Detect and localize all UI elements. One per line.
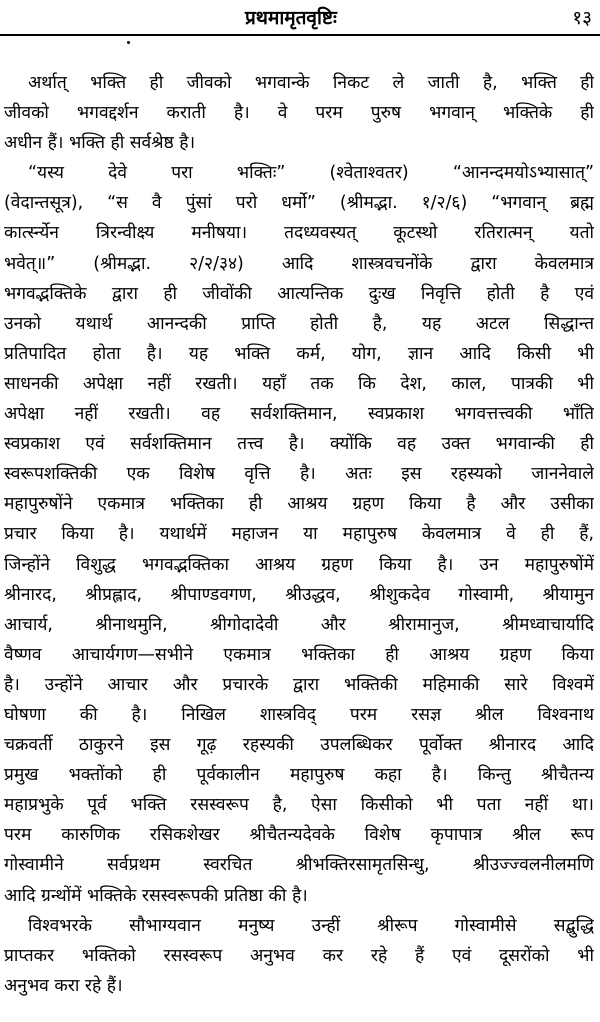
paragraph-line: जिन्होंने विशुद्ध भगवद्भक्तिका आश्रय ग्रहण किया है। उन महापुरुषोंमें (4, 554, 594, 575)
running-title: प्रथमामृतवृष्टिः (245, 7, 337, 29)
page-number: १३ (572, 7, 592, 29)
paragraph-line: आचार्य, श्रीनाथमुनि, श्रीगोदादेवी और श्रीरामानुज, श्रीमध्वाचार्यादि (4, 614, 594, 635)
paragraph-line: चक्रवर्ती ठाकुरने इस गूढ़ रहस्यकी उपलब्धिकर पूर्वोक्त श्रीनारद आदि (4, 735, 594, 756)
paragraph-line: भगवद्भक्तिके द्वारा ही जीवोंकी आत्यन्तिक दुःख निवृत्ति होती है एवं (4, 283, 594, 304)
paragraph-line: साधनकी अपेक्षा नहीं रखती। यहाँ तक कि देश, काल, पात्रकी भी (4, 373, 594, 394)
paragraph-line: परम कारुणिक रसिकशेखर श्रीचैतन्यदेवके विशेष कृपापात्र श्रील रूप (4, 825, 594, 846)
paragraph-line: प्राप्तकर भक्तिको रसस्वरूप अनुभव कर रहे हैं एवं दूसरोंको भी (4, 945, 594, 966)
paragraph-line: आदि ग्रन्थोंमें भक्तिके रसस्वरूपकी प्रतिष्ठा की है। (4, 885, 308, 906)
paragraph-line: प्रचार किया है। यथार्थमें महाजन या महापुरुष केवलमात्र वे ही हैं, (4, 524, 594, 545)
paragraph-line: “यस्य देवे परा भक्तिः” (श्वेताश्वतर) “आनन्दमयोऽभ्यासात्” (28, 163, 594, 184)
paragraph-line: अनुभव करा रहे हैं। (4, 975, 123, 996)
paragraph-line: उनको यथार्थ आनन्दकी प्राप्ति होती है, यह अटल सिद्धान्त (4, 313, 594, 334)
paragraph-line: विश्वभरके सौभाग्यवान मनुष्य उन्हीं श्रीरूप गोस्वामीसे सद्बुद्धि (28, 915, 594, 936)
paragraph-line: महापुरुषोंने एकमात्र भक्तिका ही आश्रय ग्रहण किया है और उसीका (4, 494, 594, 515)
paragraph-line: स्वप्रकाश एवं सर्वशक्तिमान तत्त्व है। क्योंकि वह उक्त भगवान्की ही (4, 434, 594, 455)
header-rule (0, 34, 600, 36)
paragraph-line: गोस्वामीने सर्वप्रथम स्वरचित श्रीभक्तिरसामृतसिन्धु, श्रीउज्ज्वलनीलमणि (4, 855, 594, 876)
paragraph-line: महाप्रभुके पूर्व भक्ति रसस्वरूप है, ऐसा किसीको भी पता नहीं था। (4, 795, 594, 816)
paragraph-line: अर्थात् भक्ति ही जीवको भगवान्के निकट ले जाती है, भक्ति ही (28, 73, 594, 93)
paragraph-line: अपेक्षा नहीं रखती। वह सर्वशक्तिमान, स्वप्रकाश भगवत्तत्त्वकी भाँति (4, 404, 594, 425)
body-text (4, 68, 594, 1001)
paragraph-line: श्रीनारद, श्रीप्रह्लाद, श्रीपाण्डवगण, श्रीउद्धव, श्रीशुकदेव गोस्वामी, श्रीयामुन (4, 584, 594, 605)
paragraph-line: घोषणा की है। निखिल शास्त्रविद् परम रसज्ञ श्रील विश्वनाथ (4, 704, 594, 725)
paragraph-line: भवेत्॥” (श्रीमद्भा. २/२/३४) आदि शास्त्रवचनोंके द्वारा केवलमात्र (4, 253, 594, 274)
paragraph-line: प्रतिपादित होता है। यह भक्ति कर्म, योग, ज्ञान आदि किसी भी (4, 343, 594, 364)
stray-dot (127, 41, 130, 44)
paragraph-line: है। उन्होंने आचार और प्रचारके द्वारा भक्तिकी महिमाकी सारे विश्वमें (4, 674, 594, 695)
paragraph-line: जीवको भगवद्दर्शन कराती है। वे परम पुरुष भगवान् भक्तिके ही (4, 103, 594, 124)
paragraph-line: अधीन हैं। भक्ति ही सर्वश्रेष्ठ है। (4, 133, 196, 154)
paragraph-line: स्वरूपशक्तिकी एक विशेष वृत्ति है। अतः इस रहस्यको जाननेवाले (4, 464, 594, 485)
paragraph-line: (वेदान्तसूत्र), “स वै पुंसां परो धर्मो” (श्रीमद्भा. १/२/६) “भगवान् ब्रह्म (4, 193, 594, 214)
page-header (0, 4, 600, 34)
paragraph-line: कार्त्स्न्येन त्रिरन्वीक्ष्य मनीषया। तदध्यवस्यत् कूटस्थो रतिरात्मन् यतो (4, 223, 594, 244)
paragraph-line: वैष्णव आचार्यगण—सभीने एकमात्र भक्तिका ही आश्रय ग्रहण किया (4, 644, 594, 665)
paragraph-line: प्रमुख भक्तोंको ही पूर्वकालीन महापुरुष कहा है। किन्तु श्रीचैतन्य (4, 765, 594, 786)
